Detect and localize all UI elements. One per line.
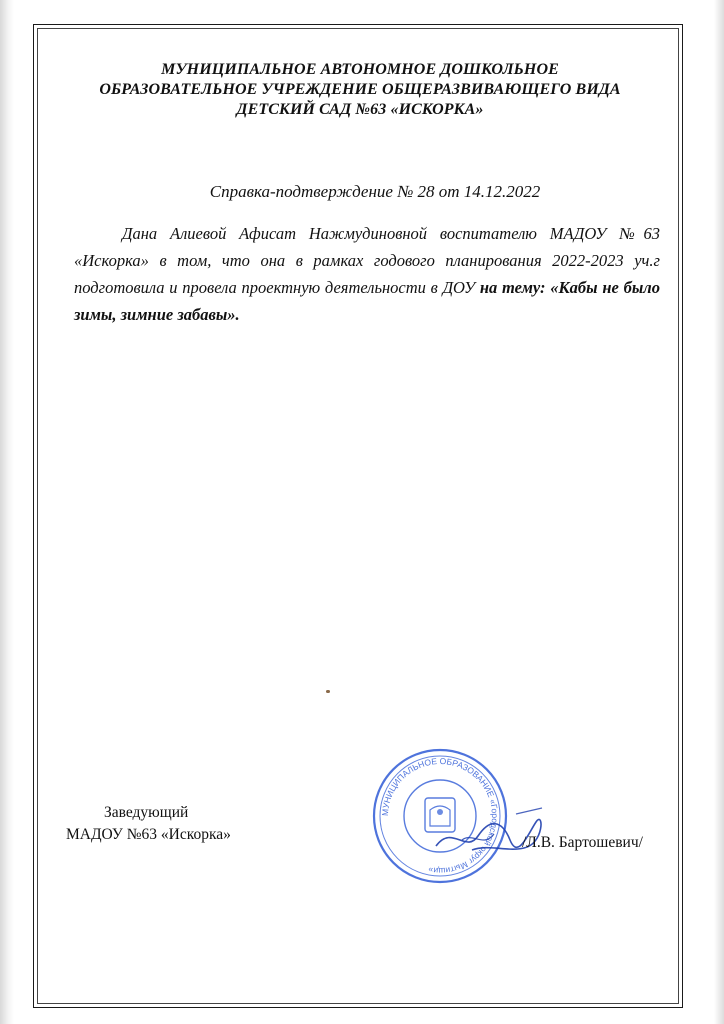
header-line-1: МУНИЦИПАЛЬНОЕ АВТОНОМНОЕ ДОШКОЛЬНОЕ <box>161 61 559 78</box>
signatory-position: Заведующий <box>104 804 189 821</box>
signatory-organization: МАДОУ №63 «Искорка» <box>66 826 231 843</box>
stamp-ring-text: МУНИЦИПАЛЬНОЕ ОБРАЗОВАНИЕ «Городской округ Мытищи» <box>379 755 501 877</box>
page-border-inner <box>37 28 679 1004</box>
organization-header <box>60 60 660 120</box>
document-body <box>74 220 660 328</box>
scan-edge-right <box>714 0 724 1024</box>
scan-speck <box>326 690 330 693</box>
header-line-2: ОБРАЗОВАТЕЛЬНОЕ УЧРЕЖДЕНИЕ ОБЩЕРАЗВИВАЮЩЕГО ВИДА <box>99 81 621 98</box>
body-text: Дана Алиевой Афисат Нажмудиновной воспитателю МАДОУ №63 «Искорка» в том, что она в рамках годового планирования 2022-2023 уч.г подготовила и провела проектную деятельности в ДОУ <box>74 224 660 297</box>
header-line-3: ДЕТСКИЙ САД №63 «ИСКОРКА» <box>236 101 484 118</box>
project-topic: на тему: «Кабы не было зимы, зимние забавы». <box>74 278 660 324</box>
scan-edge-left <box>0 0 14 1024</box>
signatory-name: /Л.В. Бартошевич/ <box>522 834 643 851</box>
document-title: Справка-подтверждение № 28 от 14.12.2022 <box>209 182 541 201</box>
signatory-position-block <box>66 802 286 846</box>
